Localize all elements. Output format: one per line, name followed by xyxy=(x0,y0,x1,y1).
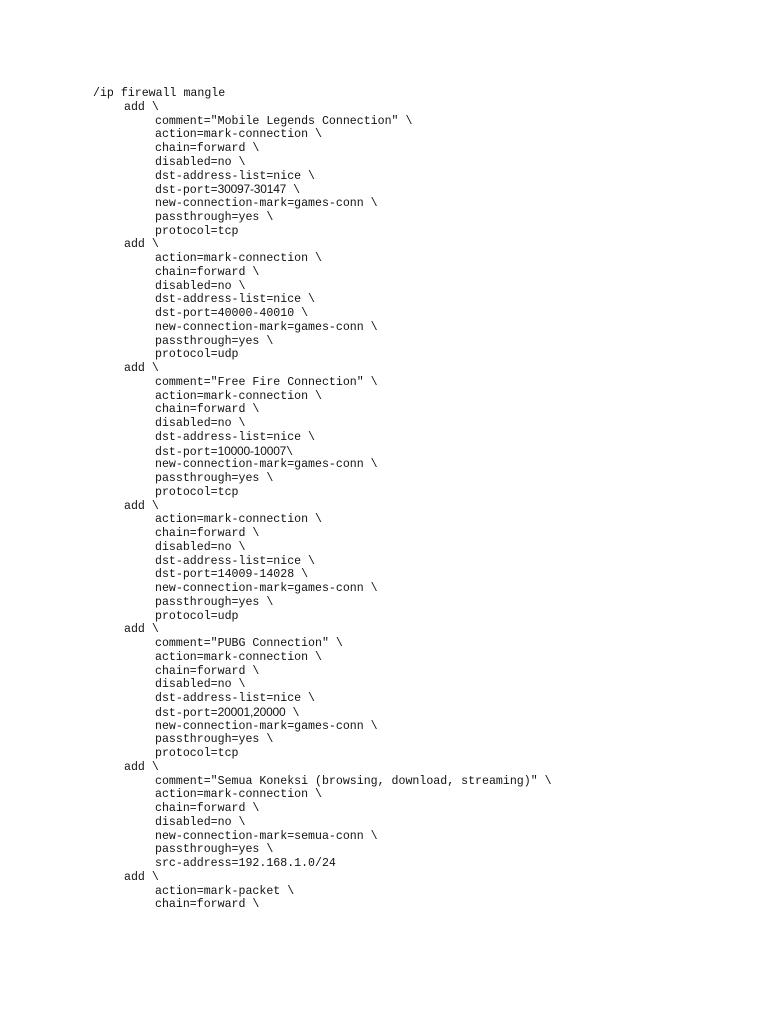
add-rule-line xyxy=(93,623,753,637)
rule-parameter-line xyxy=(93,555,753,569)
rule-parameter-line xyxy=(93,733,753,747)
line-text: passthrough=yes \ xyxy=(155,595,274,609)
rule-parameter-line xyxy=(93,128,753,142)
rule-parameter-line xyxy=(93,321,753,335)
line-text: dst-port=40000-40010 \ xyxy=(155,307,309,320)
line-text: protocol=udp xyxy=(155,348,239,362)
line-text: passthrough=yes \ xyxy=(155,843,274,857)
line-text: dst-address-list=nice \ xyxy=(155,430,316,444)
line-text: disabled=no \ xyxy=(155,678,246,692)
line-text: /ip firewall mangle xyxy=(93,87,226,100)
rule-parameter-line xyxy=(93,431,753,445)
line-text: add \ xyxy=(124,623,159,637)
rule-parameter-line xyxy=(93,857,753,871)
line-text: new-connection-mark=games-conn \ xyxy=(155,458,378,472)
rule-parameter-line xyxy=(93,417,753,431)
line-text: protocol=udp xyxy=(155,609,239,623)
line-text: dst-address-list=nice \ xyxy=(155,692,316,705)
line-text: disabled=no \ xyxy=(155,155,246,169)
port-range-value: 10000-10007 xyxy=(217,443,287,458)
line-text: disabled=no \ xyxy=(155,279,246,293)
rule-parameter-line xyxy=(93,293,753,307)
line-continuation: \ xyxy=(286,184,301,198)
line-text: action=mark-connection \ xyxy=(155,252,322,265)
line-text: passthrough=yes \ xyxy=(155,210,274,224)
line-text: dst-address-list=nice \ xyxy=(155,554,316,568)
rule-parameter-line xyxy=(93,376,753,390)
line-text: chain=forward \ xyxy=(155,527,260,540)
line-text: dst-port= xyxy=(155,184,218,198)
rule-parameter-line xyxy=(93,692,753,706)
rule-parameter-line xyxy=(93,390,753,404)
line-text: add \ xyxy=(124,870,159,884)
rule-parameter-line xyxy=(93,211,753,225)
line-text: passthrough=yes \ xyxy=(155,334,274,348)
add-rule-line xyxy=(93,500,753,514)
rule-parameter-line xyxy=(93,802,753,816)
line-text: add \ xyxy=(124,362,159,375)
line-text: action=mark-connection \ xyxy=(155,128,322,142)
line-text: passthrough=yes \ xyxy=(155,733,274,747)
rule-parameter-line xyxy=(93,830,753,844)
rule-parameter-line xyxy=(93,596,753,610)
add-rule-line xyxy=(93,362,753,376)
line-text: chain=forward \ xyxy=(155,898,260,912)
line-text: new-connection-mark=games-conn \ xyxy=(155,582,378,595)
line-text: chain=forward \ xyxy=(155,664,260,678)
line-text: action=mark-connection \ xyxy=(155,513,322,527)
rule-parameter-line xyxy=(93,843,753,857)
rule-parameter-line xyxy=(93,348,753,362)
line-text: add \ xyxy=(124,760,159,774)
line-text: disabled=no \ xyxy=(155,815,246,829)
line-text: add \ xyxy=(124,238,159,252)
code-document xyxy=(93,87,753,912)
line-text: action=mark-connection \ xyxy=(155,650,322,664)
line-text: chain=forward \ xyxy=(155,142,260,155)
rule-parameter-line xyxy=(93,747,753,761)
line-text: comment="PUBG Connection" \ xyxy=(155,637,343,650)
rule-parameter-line xyxy=(93,665,753,679)
rule-parameter-line xyxy=(93,775,753,789)
rule-parameter-line xyxy=(93,610,753,624)
rule-parameter-line xyxy=(93,486,753,500)
line-text: protocol=tcp xyxy=(155,747,239,760)
line-text: add \ xyxy=(124,100,159,114)
add-rule-line xyxy=(93,871,753,885)
line-text: add \ xyxy=(124,499,159,513)
line-text: passthrough=yes \ xyxy=(155,472,274,485)
rule-parameter-line xyxy=(93,720,753,734)
rule-parameter-line xyxy=(93,170,753,184)
rule-parameter-line xyxy=(93,527,753,541)
rule-parameter-line xyxy=(93,266,753,280)
rule-parameter-line xyxy=(93,252,753,266)
rule-parameter-line xyxy=(93,706,753,720)
add-rule-line xyxy=(93,101,753,115)
rule-parameter-line xyxy=(93,156,753,170)
add-rule-line xyxy=(93,238,753,252)
line-text: action=mark-packet \ xyxy=(155,884,295,898)
line-text: chain=forward \ xyxy=(155,265,260,279)
line-text: dst-port=14009-14028 \ xyxy=(155,568,309,582)
rule-parameter-line xyxy=(93,307,753,321)
line-text: dst-address-list=nice \ xyxy=(155,293,316,307)
rule-parameter-line xyxy=(93,678,753,692)
rule-parameter-line xyxy=(93,582,753,596)
rule-parameter-line xyxy=(93,568,753,582)
line-text: protocol=tcp xyxy=(155,224,239,238)
line-text: disabled=no \ xyxy=(155,417,246,430)
rule-parameter-line xyxy=(93,183,753,197)
rule-parameter-line xyxy=(93,898,753,912)
line-text: dst-port= xyxy=(155,445,218,459)
line-text: chain=forward \ xyxy=(155,802,260,815)
rule-parameter-line xyxy=(93,225,753,239)
port-range-value: 20001,20000 xyxy=(217,704,286,719)
line-continuation: \ xyxy=(285,706,300,720)
rule-parameter-line xyxy=(93,445,753,459)
rule-parameter-line xyxy=(93,403,753,417)
line-text: src-address=192.168.1.0/24 xyxy=(155,857,336,870)
line-text: action=mark-connection \ xyxy=(155,788,322,802)
rule-parameter-line xyxy=(93,637,753,651)
line-text: new-connection-mark=semua-conn \ xyxy=(155,829,378,843)
rule-parameter-line xyxy=(93,115,753,129)
port-range-value: 30097-30147 xyxy=(217,182,287,197)
rule-parameter-line xyxy=(93,651,753,665)
rule-parameter-line xyxy=(93,885,753,899)
rule-parameter-line xyxy=(93,280,753,294)
rule-parameter-line xyxy=(93,541,753,555)
line-text: disabled=no \ xyxy=(155,540,246,554)
rule-parameter-line xyxy=(93,788,753,802)
line-text: comment="Semua Koneksi (browsing, download, streaming)" \ xyxy=(155,774,552,788)
line-text: action=mark-connection \ xyxy=(155,389,322,403)
rule-parameter-line xyxy=(93,513,753,527)
line-continuation: \ xyxy=(286,445,294,459)
rule-parameter-line xyxy=(93,472,753,486)
add-rule-line xyxy=(93,761,753,775)
rule-parameter-line xyxy=(93,197,753,211)
line-text: comment="Free Fire Connection" \ xyxy=(155,375,378,389)
line-text: dst-address-list=nice \ xyxy=(155,169,316,183)
rule-parameter-line xyxy=(93,335,753,349)
line-text: dst-port= xyxy=(155,706,218,720)
command-header-line xyxy=(93,87,753,101)
rule-parameter-line xyxy=(93,142,753,156)
line-text: chain=forward \ xyxy=(155,403,260,417)
line-text: new-connection-mark=games-conn \ xyxy=(155,320,378,334)
rule-parameter-line xyxy=(93,458,753,472)
rule-parameter-line xyxy=(93,816,753,830)
line-text: new-connection-mark=games-conn \ xyxy=(155,719,378,733)
line-text: comment="Mobile Legends Connection" \ xyxy=(155,114,413,128)
line-text: new-connection-mark=games-conn \ xyxy=(155,197,378,210)
line-text: protocol=tcp xyxy=(155,485,239,499)
